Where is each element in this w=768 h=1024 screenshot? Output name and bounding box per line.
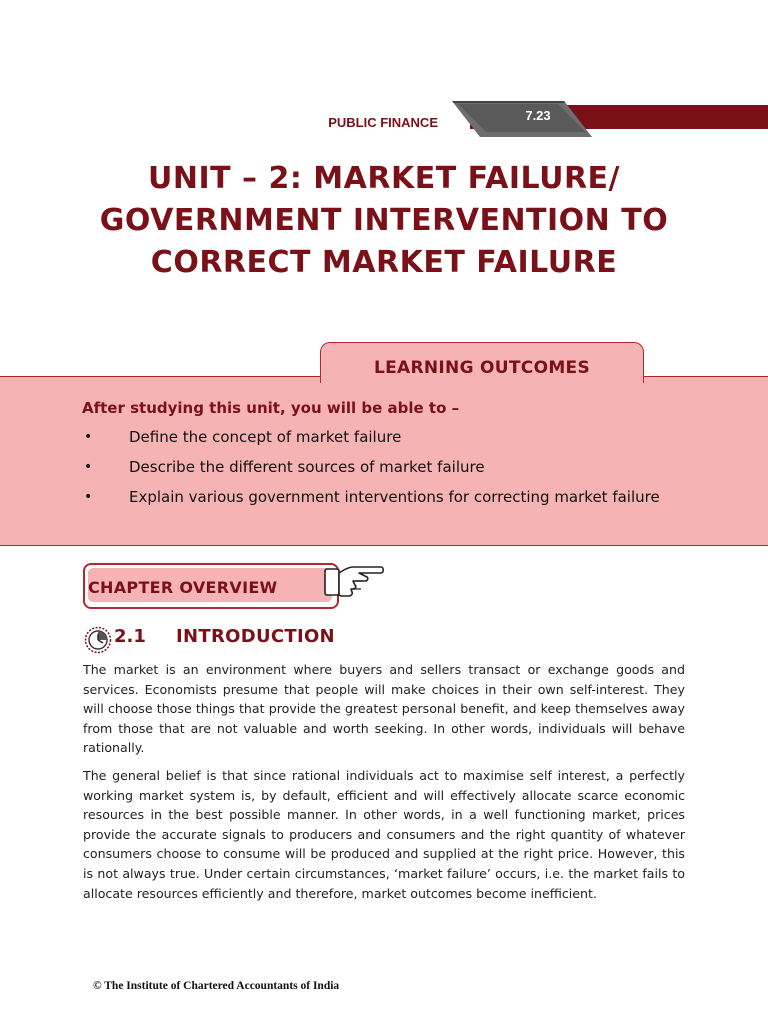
clock-icon [84,626,112,654]
running-header-section: PUBLIC FINANCE [328,115,438,130]
pointing-hand-icon [323,559,385,605]
learning-outcomes-intro: After studying this unit, you will be able to – [82,399,460,417]
bullet-icon: • [84,429,93,445]
page-number: 7.23 [525,108,551,123]
bullet-icon: • [84,459,93,475]
list-item [82,456,682,478]
section-title: INTRODUCTION [176,626,335,647]
chapter-overview-label: CHAPTER OVERVIEW [88,578,278,597]
list-item-text: Explain various government interventions for correcting market failure [129,488,660,506]
unit-title-line-2: GOVERNMENT INTERVENTION TO [99,203,669,238]
list-item-text: Describe the different sources of market failure [129,458,485,476]
list-item-text: Define the concept of market failure [129,428,402,446]
unit-title-line-1: UNIT – 2: MARKET FAILURE/ [147,161,620,196]
list-item [82,486,682,508]
unit-title [60,158,708,284]
list-item [82,426,682,448]
learning-outcomes-heading: LEARNING OUTCOMES [374,358,590,378]
section-number: 2.1 [114,626,146,647]
body-paragraph-1: The market is an environment where buyers and sellers transact or exchange goods and services. Economists presume that people will make choices in their own self-interest. They will choose those things that provide the greatest personal benefit, and keep themselves away from those that are not valuable and worth seeking. In other words, individuals will behave rationally. [83,662,685,756]
unit-title-line-3: CORRECT MARKET FAILURE [150,245,618,280]
copyright-footer: © The Institute of Chartered Accountants of India [93,980,340,992]
body-paragraph-2: The general belief is that since rational individuals act to maximise self interest, a perfectly working market system is, by default, efficient and will effectively allocate scarce economic resources in the best possible manner. In other words, in a well functioning market, prices provide the accurate signals to producers and consumers and the right quantity of whatever consumers choose to consume will be produced and supplied at the right price. However, this is not always true. Under certain circumstances, ‘market failure’ occurs, i.e. the market fails to allocate resources efficiently and therefore, market outcomes become inefficient. [83,768,685,901]
learning-outcomes-list [82,426,682,516]
bullet-icon: • [84,489,93,505]
